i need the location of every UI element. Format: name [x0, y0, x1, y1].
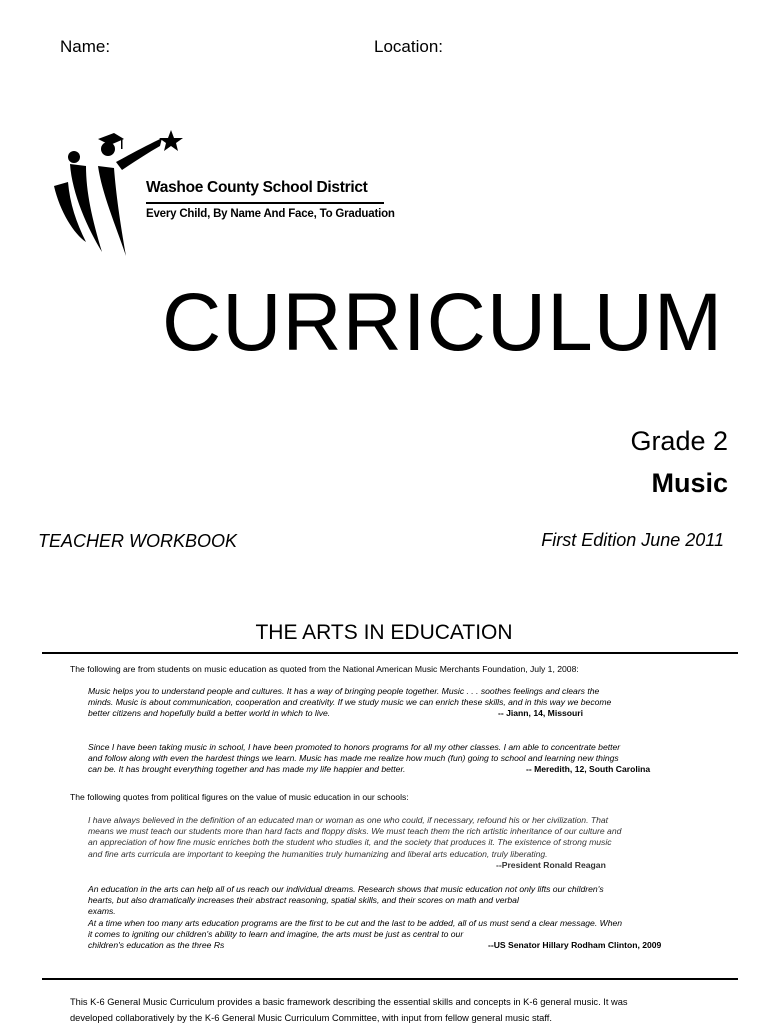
quote-line: At a time when too many arts education programs are the first to be cut and the last to be added, all of us must send a clear message. When: [88, 917, 623, 928]
quote-line: it comes to igniting our children's ability to learn and imagine, the arts must be just as central to our: [88, 928, 464, 939]
quote-line: Since I have been taking music in school, I have been promoted to honors programs for all my other classes. I am able to concentrate better: [88, 742, 621, 752]
quote-line: Music helps you to understand people and cultures. It has a way of bringing people together. Music . . . soothes feelings and clears the: [88, 686, 600, 696]
student-quote-1: [88, 686, 703, 720]
quote-attribution: --US Senator Hillary Rodham Clinton, 2009: [488, 940, 662, 951]
logo-divider: [146, 202, 384, 204]
quote-line: An education in the arts can help all of us reach our individual dreams. Research shows that music education not only lifts our children's: [88, 884, 604, 894]
quote-line-text: children's education as the three Rs: [88, 940, 225, 951]
district-name: Washoe County School District: [146, 179, 368, 196]
quote-line: and follow along with even the hardest things we learn. Music has made me realize how much (fun) going to school and learning new things: [88, 753, 619, 764]
section-divider-bottom: [42, 978, 738, 980]
district-logo: [50, 124, 395, 264]
quote-line-text: better citizens and hopefully build a better world in which to live.: [88, 708, 331, 719]
quote-line: exams.: [88, 906, 116, 917]
page-title: CURRICULUM: [162, 277, 724, 368]
footer-line: This K-6 General Music Curriculum provides a basic framework describing the essential skills and concepts in K-6 general music. It was: [70, 997, 628, 1007]
quote-line: an appreciation of how fine music enriches both the student who studies it, and the society that produces it. The existence of strong music: [88, 837, 612, 848]
student-quote-2: [88, 742, 703, 776]
workbook-label: TEACHER WORKBOOK: [38, 531, 238, 551]
quote-line: [88, 764, 703, 775]
quote-line: I have always believed in the definition of an educated man or woman as one who could, if necessary, refound his or her civilization. That: [88, 815, 609, 825]
grade-label: Grade 2: [630, 426, 728, 456]
quote-attribution: --President Ronald Reagan: [496, 859, 606, 870]
section-divider-top: [42, 652, 738, 654]
quote-line: minds. Music is about communication, cooperation and creativity. If we study music we can enrich these skills, and in this way we become: [88, 697, 612, 708]
intro-political-text: The following quotes from political figures on the value of music education in our schools:: [70, 792, 409, 802]
location-label: Location:: [374, 37, 443, 56]
section-heading: THE ARTS IN EDUCATION: [255, 621, 513, 644]
footer-paragraph: [70, 994, 700, 1026]
subject-label: Music: [651, 468, 728, 498]
quote-attribution: -- Meredith, 12, South Carolina: [526, 764, 651, 775]
name-label: Name:: [60, 37, 111, 56]
intro-students-text: The following are from students on music education as quoted from the National American Music Merchants Foundation, July 1, 2008:: [70, 664, 579, 674]
footer-line: developed collaboratively by the K-6 General Music Curriculum Committee, with input from fellow general music staff.: [70, 1013, 552, 1023]
quote-line: [88, 940, 703, 951]
quote-line: hearts, but also dramatically increases their abstract reasoning, spatial skills, and their scores on math and verbal: [88, 895, 519, 906]
district-tagline: Every Child, By Name And Face, To Graduation: [146, 208, 395, 220]
edition-label: First Edition June 2011: [541, 530, 724, 550]
quote-line: and fine arts curricula are important to keeping the humanities truly humanizing and liberal arts education, truly liberating.: [88, 848, 548, 859]
quote-line: means we must teach our students more than hard facts and floppy disks. We must teach them the rich artistic inheritance of our culture and: [88, 826, 622, 837]
clinton-quote: [88, 884, 703, 951]
quote-attribution: -- Jiann, 14, Missouri: [498, 708, 584, 719]
quote-line-text: can be. It has brought everything together and has made my life happier and better.: [88, 764, 406, 775]
reagan-quote: [88, 815, 703, 871]
quote-line: [88, 708, 703, 719]
